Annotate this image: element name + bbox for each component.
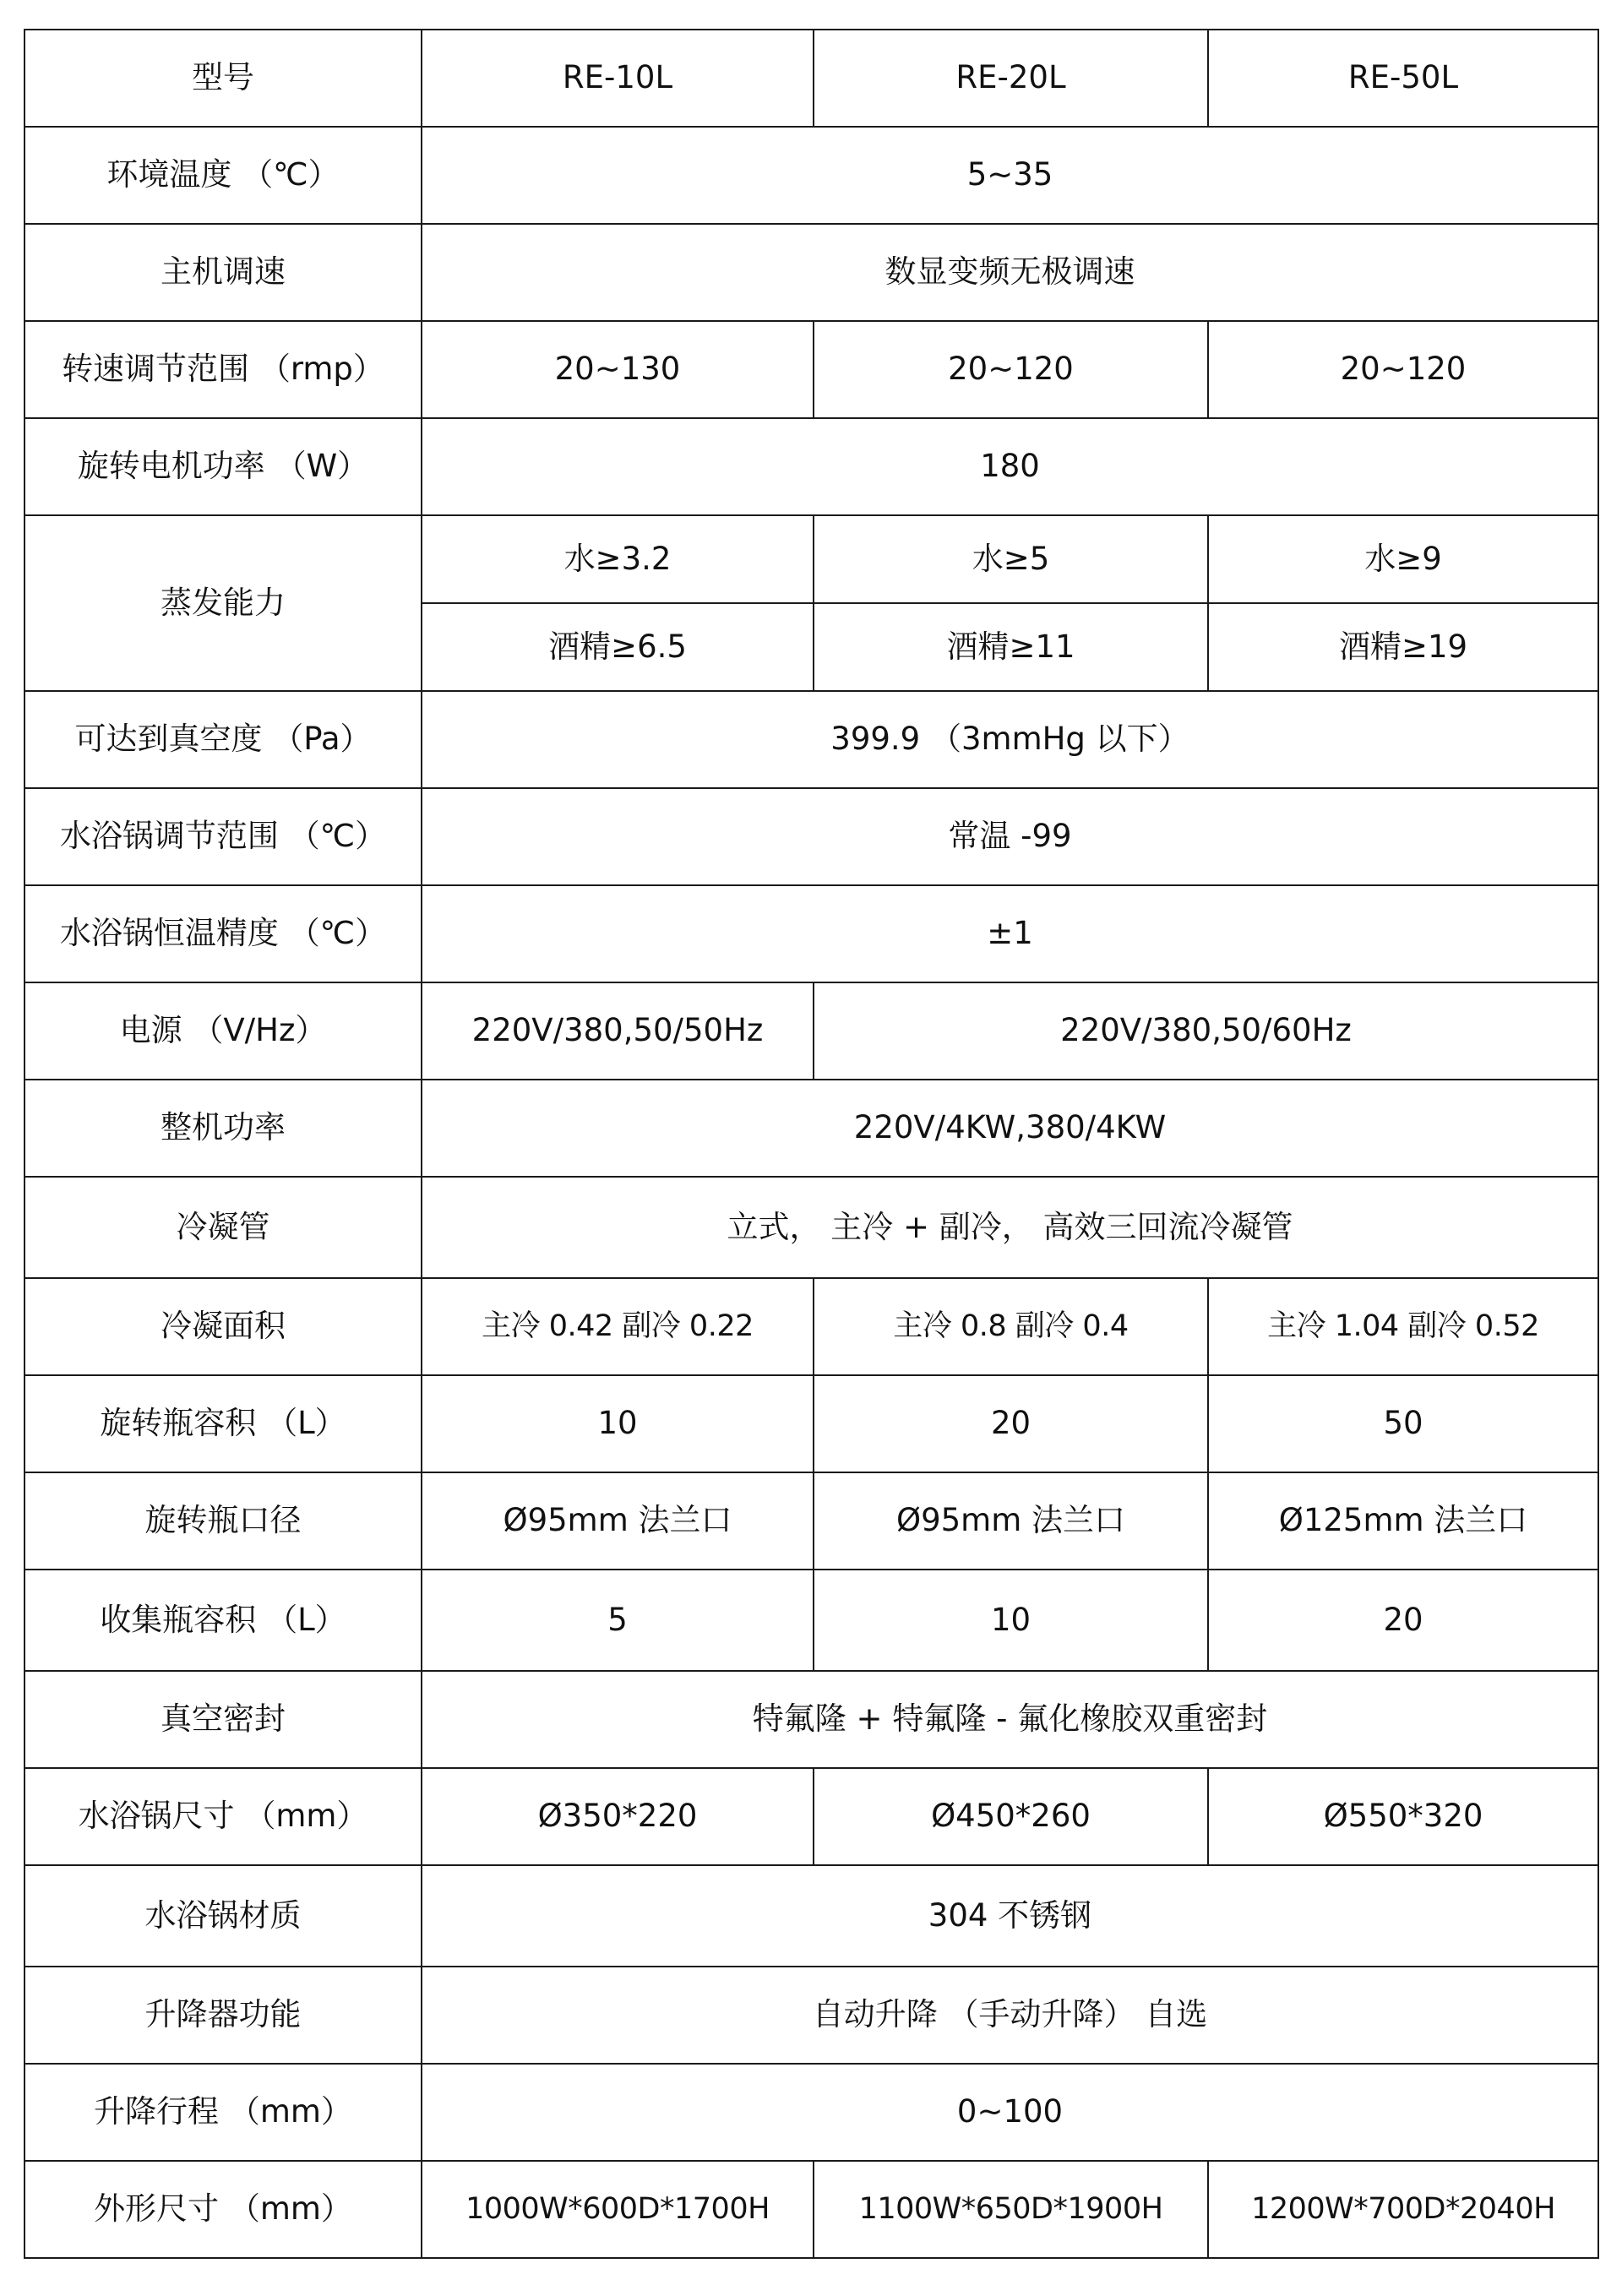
table-row-bath-size — [24, 1768, 1598, 1865]
table-row-vacuum-seal — [24, 1671, 1598, 1768]
table-row-total-power — [24, 1080, 1598, 1177]
cell-value: 304 不锈钢 — [422, 1865, 1598, 1967]
table-row-vacuum — [24, 691, 1598, 788]
cell-value: 立式， 主冷 + 副冷， 高效三回流冷凝管 — [422, 1177, 1598, 1278]
table-row-condenser — [24, 1177, 1598, 1278]
table-row-condenser-area — [24, 1278, 1598, 1375]
cell-value: 20 — [814, 1375, 1208, 1472]
cell-value: 水≥9 — [1208, 515, 1598, 603]
cell-value: Ø450*260 — [814, 1768, 1208, 1865]
cell-value: 50 — [1208, 1375, 1598, 1472]
cell-value: 180 — [422, 418, 1598, 515]
row-label: 蒸发能力 — [24, 515, 422, 691]
row-label: 环境温度 （℃） — [24, 127, 422, 224]
table-row-evaporation-water — [24, 515, 1598, 603]
cell-value: 20~120 — [1208, 321, 1598, 418]
table-row-bath-range — [24, 788, 1598, 885]
cell-value: 20~120 — [814, 321, 1208, 418]
cell-value: 常温 -99 — [422, 788, 1598, 885]
table-row-env-temp — [24, 127, 1598, 224]
cell-value: 酒精≥11 — [814, 603, 1208, 691]
row-label: 整机功率 — [24, 1080, 422, 1177]
cell-value: 5 — [422, 1570, 814, 1671]
row-label: 可达到真空度 （Pa） — [24, 691, 422, 788]
row-label: 型号 — [24, 30, 422, 127]
cell-value: 主冷 1.04 副冷 0.52 — [1208, 1278, 1598, 1375]
row-label: 水浴锅材质 — [24, 1865, 422, 1967]
cell-value: 5~35 — [422, 127, 1598, 224]
cell-value: 主冷 0.8 副冷 0.4 — [814, 1278, 1208, 1375]
table-row-lifter-function — [24, 1967, 1598, 2064]
cell-value: 220V/4KW,380/4KW — [422, 1080, 1598, 1177]
table-row-bath-accuracy — [24, 885, 1598, 982]
cell-value: 1200W*700D*2040H — [1208, 2161, 1598, 2258]
cell-value: 399.9 （3mmHg 以下） — [422, 691, 1598, 788]
cell-value: 主冷 0.42 副冷 0.22 — [422, 1278, 814, 1375]
model-name: RE-20L — [814, 30, 1208, 127]
model-name: RE-10L — [422, 30, 814, 127]
row-label: 水浴锅恒温精度 （℃） — [24, 885, 422, 982]
cell-value: 220V/380,50/50Hz — [422, 982, 814, 1080]
cell-value: 数显变频无极调速 — [422, 224, 1598, 321]
row-label: 旋转瓶口径 — [24, 1472, 422, 1570]
row-label: 真空密封 — [24, 1671, 422, 1768]
table-row-dimensions — [24, 2161, 1598, 2258]
table-row-flask-volume — [24, 1375, 1598, 1472]
table-row-flask-mouth — [24, 1472, 1598, 1570]
row-label: 主机调速 — [24, 224, 422, 321]
row-label: 旋转电机功率 （W） — [24, 418, 422, 515]
cell-value: 特氟隆 + 特氟隆 - 氟化橡胶双重密封 — [422, 1671, 1598, 1768]
row-label: 水浴锅尺寸 （mm） — [24, 1768, 422, 1865]
model-name: RE-50L — [1208, 30, 1598, 127]
cell-value: 220V/380,50/60Hz — [814, 982, 1598, 1080]
table-row-collect-volume — [24, 1570, 1598, 1671]
cell-value: 20~130 — [422, 321, 814, 418]
cell-value: Ø550*320 — [1208, 1768, 1598, 1865]
row-label: 转速调节范围 （rmp） — [24, 321, 422, 418]
table-row-lift-stroke — [24, 2064, 1598, 2161]
table-row-speed-range — [24, 321, 1598, 418]
row-label: 冷凝管 — [24, 1177, 422, 1278]
cell-value: 0~100 — [422, 2064, 1598, 2161]
row-label: 升降器功能 — [24, 1967, 422, 2064]
row-label: 冷凝面积 — [24, 1278, 422, 1375]
table-row-bath-material — [24, 1865, 1598, 1967]
cell-value: Ø95mm 法兰口 — [814, 1472, 1208, 1570]
cell-value: 1100W*650D*1900H — [814, 2161, 1208, 2258]
cell-value: 1000W*600D*1700H — [422, 2161, 814, 2258]
row-label: 水浴锅调节范围 （℃） — [24, 788, 422, 885]
cell-value: Ø125mm 法兰口 — [1208, 1472, 1598, 1570]
table-row-power-supply — [24, 982, 1598, 1080]
cell-value: 酒精≥19 — [1208, 603, 1598, 691]
cell-value: 10 — [814, 1570, 1208, 1671]
cell-value: 水≥3.2 — [422, 515, 814, 603]
table-row-speed-control — [24, 224, 1598, 321]
cell-value: 水≥5 — [814, 515, 1208, 603]
cell-value: 20 — [1208, 1570, 1598, 1671]
table-row-model — [24, 30, 1598, 127]
cell-value: 10 — [422, 1375, 814, 1472]
row-label: 升降行程 （mm） — [24, 2064, 422, 2161]
cell-value: Ø95mm 法兰口 — [422, 1472, 814, 1570]
row-label: 旋转瓶容积 （L） — [24, 1375, 422, 1472]
table-row-motor-power — [24, 418, 1598, 515]
cell-value: Ø350*220 — [422, 1768, 814, 1865]
row-label: 电源 （V/Hz） — [24, 982, 422, 1080]
spec-table — [24, 29, 1599, 2259]
cell-value: 酒精≥6.5 — [422, 603, 814, 691]
cell-value: 自动升降 （手动升降） 自选 — [422, 1967, 1598, 2064]
row-label: 收集瓶容积 （L） — [24, 1570, 422, 1671]
row-label: 外形尺寸 （mm） — [24, 2161, 422, 2258]
cell-value: ±1 — [422, 885, 1598, 982]
